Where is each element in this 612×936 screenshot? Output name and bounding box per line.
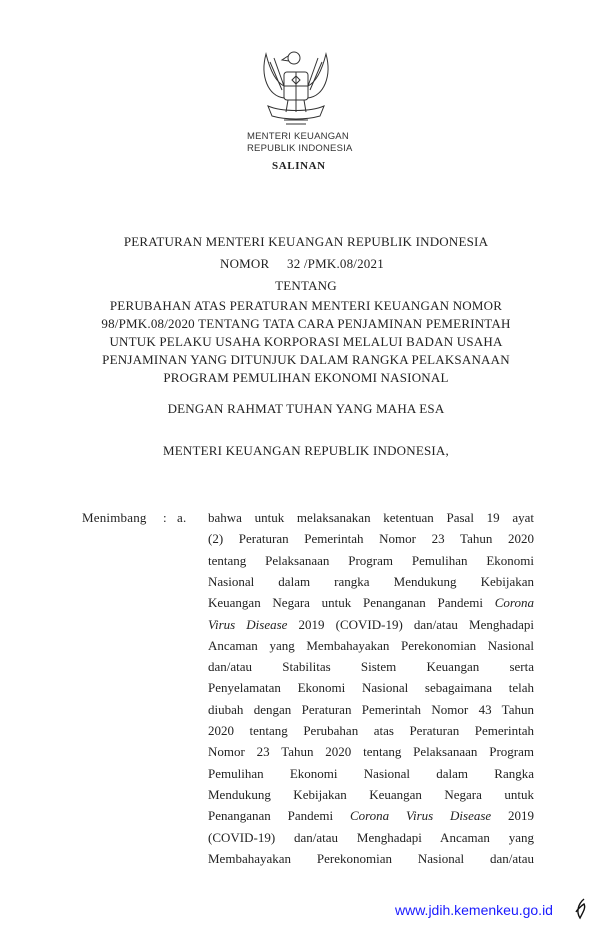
nomor-value: 32 /PMK.08/2021 bbox=[287, 256, 384, 271]
subject-line: PENJAMINAN YANG DITUNJUK DALAM RANGKA PELAKSANAAN bbox=[102, 352, 510, 367]
body-line: 2020 tentang Perubahan atas Peraturan Pemerintah bbox=[208, 723, 534, 738]
jdih-link[interactable]: www.jdih.kemenkeu.go.id bbox=[395, 902, 553, 918]
garuda-emblem-icon bbox=[258, 46, 334, 128]
paraf-signature-icon bbox=[574, 898, 588, 925]
body-line: Keuangan Negara untuk Penanganan Pandemi Corona bbox=[208, 595, 534, 611]
body-line: tentang Pelaksanaan Program Pemulihan Ekonomi bbox=[208, 552, 534, 568]
body-line: Membahayakan Perekonomian Nasional dan/atau bbox=[208, 850, 534, 866]
menimbang-colon: : bbox=[163, 510, 167, 525]
item-marker: a. bbox=[177, 510, 187, 525]
subject-line: 98/PMK.08/2020 TENTANG TATA CARA PENJAMINAN PEMERINTAH bbox=[101, 316, 511, 331]
body-line: Ancaman yang Membahayakan Perekonomian Nasional bbox=[208, 637, 534, 653]
menimbang-label: Menimbang bbox=[82, 510, 147, 525]
body-line: Pemulihan Ekonomi Nasional dalam Rangka bbox=[208, 765, 534, 781]
ministry-line1: MENTERI KEUANGAN bbox=[247, 131, 349, 142]
salinan-stamp: SALINAN bbox=[272, 160, 326, 172]
ministry-line2: REPUBLIK INDONESIA bbox=[247, 143, 353, 154]
body-line: Nasional dalam rangka Mendukung Kebijakan bbox=[208, 573, 534, 589]
nomor-label: NOMOR bbox=[220, 256, 270, 271]
body-line: bahwa untuk melaksanakan ketentuan Pasal 19 ayat bbox=[208, 510, 534, 525]
subject-line: UNTUK PELAKU USAHA KORPORASI MELALUI BADAN USAHA bbox=[109, 334, 503, 349]
body-line: Penyelamatan Ekonomi Nasional sebagaimana telah bbox=[208, 680, 534, 696]
body-line: diubah dengan Peraturan Pemerintah Nomor 43 Tahun bbox=[208, 701, 534, 717]
regulation-title: PERATURAN MENTERI KEUANGAN REPUBLIK INDONESIA bbox=[123, 234, 489, 249]
body-line: dan/atau Stabilitas Sistem Keuangan serta bbox=[208, 659, 534, 675]
body-line: Nomor 23 Tahun 2020 tentang Pelaksanaan Program bbox=[208, 744, 534, 760]
body-line: Virus Disease 2019 (COVID-19) dan/atau Menghadapi bbox=[208, 616, 534, 632]
subject-line: PROGRAM PEMULIHAN EKONOMI NASIONAL bbox=[163, 370, 449, 385]
menteri-line: MENTERI KEUANGAN REPUBLIK INDONESIA, bbox=[163, 443, 449, 458]
rahmat-line: DENGAN RAHMAT TUHAN YANG MAHA ESA bbox=[167, 401, 445, 416]
body-line: Mendukung Kebijakan Keuangan Negara untuk bbox=[208, 786, 534, 802]
body-line: (2) Peraturan Pemerintah Nomor 23 Tahun 2020 bbox=[208, 531, 534, 547]
body-line: Penanganan Pandemi Corona Virus Disease 2019 bbox=[208, 808, 534, 824]
subject-line: PERUBAHAN ATAS PERATURAN MENTERI KEUANGAN NOMOR bbox=[109, 298, 503, 313]
body-line: (COVID-19) dan/atau Menghadapi Ancaman yang bbox=[208, 829, 534, 845]
tentang-heading: TENTANG bbox=[275, 278, 337, 293]
